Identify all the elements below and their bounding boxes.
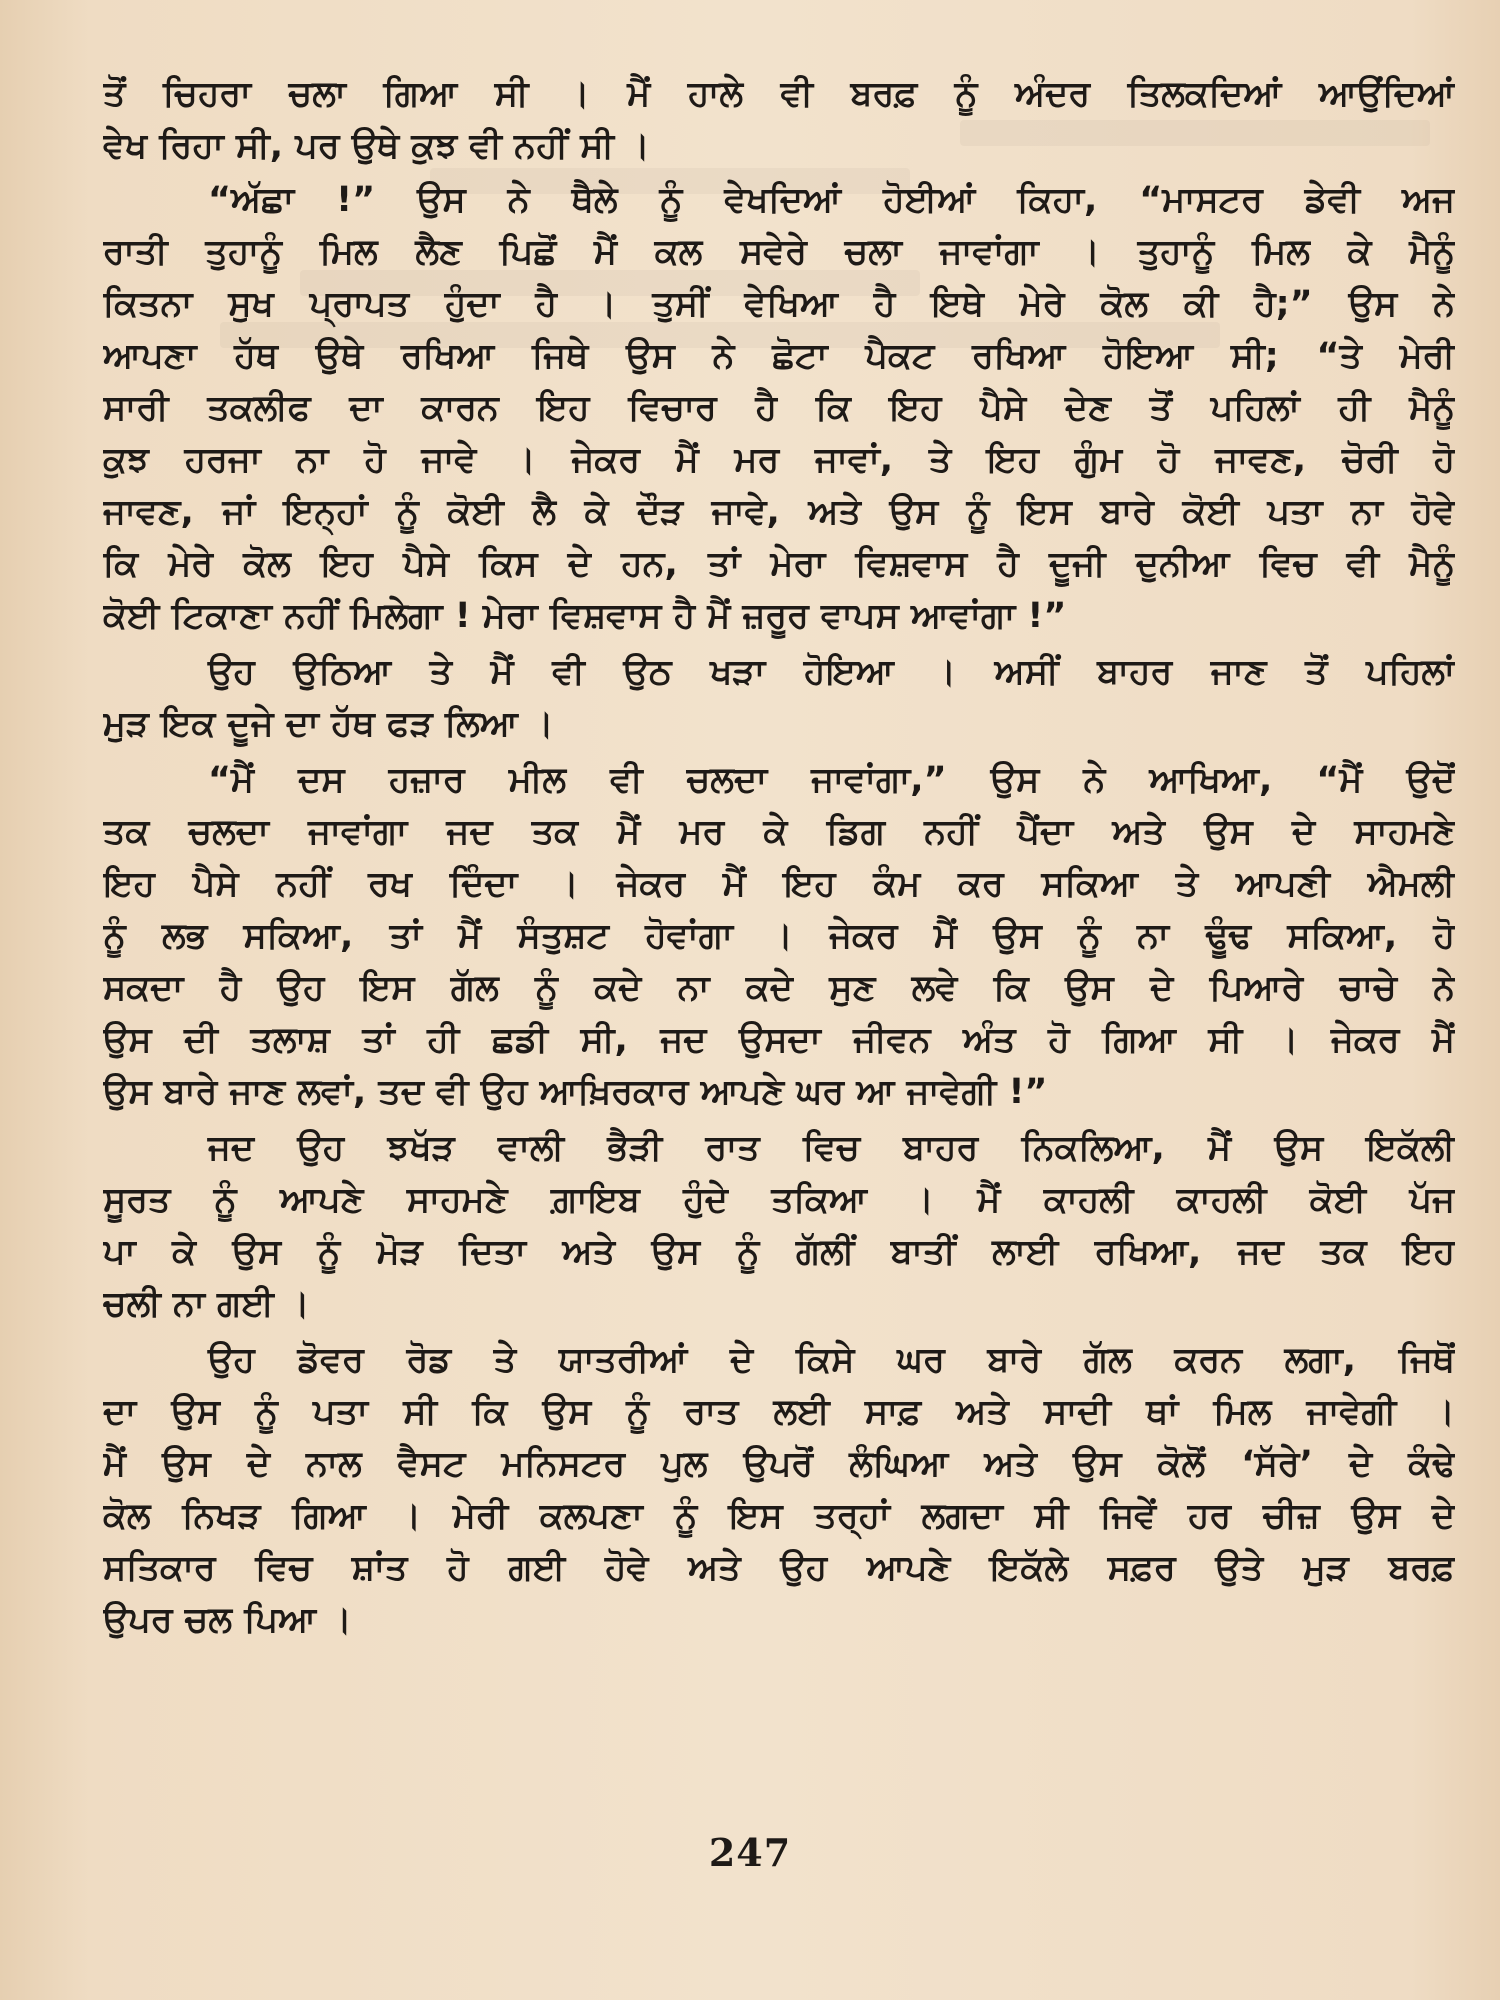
text-line: ਦਾ ਉਸ ਨੂੰ ਪਤਾ ਸੀ ਕਿ ਉਸ ਨੂੰ ਰਾਤ ਲਈ ਸਾਫ਼ ਅਤੇ ਸਾਦੀ ਥਾਂ ਮਿਲ ਜਾਵੇਗੀ । [103,1392,1455,1432]
text-line: ਇਹ ਪੈਸੇ ਨਹੀਂ ਰਖ ਦਿੰਦਾ । ਜੇਕਰ ਮੈਂ ਇਹ ਕੰਮ ਕਰ ਸਕਿਆ ਤੇ ਆਪਣੀ ਐਮਲੀ [103,864,1455,904]
text-line: ਕਿ ਮੇਰੇ ਕੋਲ ਇਹ ਪੈਸੇ ਕਿਸ ਦੇ ਹਨ, ਤਾਂ ਮੇਰਾ ਵਿਸ਼ਵਾਸ ਹੈ ਦੂਜੀ ਦੁਨੀਆ ਵਿਚ ਵੀ ਮੈਨੂੰ [103,544,1455,584]
text-line: ਉਹ ਉਠਿਆ ਤੇ ਮੈਂ ਵੀ ਉਠ ਖੜਾ ਹੋਇਆ । ਅਸੀਂ ਬਾਹਰ ਜਾਣ ਤੋਂ ਪਹਿਲਾਂ [208,652,1455,692]
text-line: ਕਿਤਨਾ ਸੁਖ ਪ੍ਰਾਪਤ ਹੁੰਦਾ ਹੈ । ਤੁਸੀਂ ਵੇਖਿਆ ਹੈ ਇਥੇ ਮੇਰੇ ਕੋਲ ਕੀ ਹੈ;” ਉਸ ਨੇ [103,284,1455,324]
text-line: ਉਪਰ ਚਲ ਪਿਆ । [103,1600,352,1640]
text-line: ਕੁਝ ਹਰਜਾ ਨਾ ਹੋ ਜਾਵੇ । ਜੇਕਰ ਮੈਂ ਮਰ ਜਾਵਾਂ, ਤੇ ਇਹ ਗੁੰਮ ਹੋ ਜਾਵਣ, ਚੋਰੀ ਹੋ [103,440,1455,480]
text-line: ਵੇਖ ਰਿਹਾ ਸੀ, ਪਰ ਉਥੇ ਕੁਝ ਵੀ ਨਹੀਂ ਸੀ । [103,126,650,166]
text-line: ਚਲੀ ਨਾ ਗਈ । [103,1284,310,1324]
text-line: ਮੈਂ ਉਸ ਦੇ ਨਾਲ ਵੈਸਟ ਮਨਿਸਟਰ ਪੁਲ ਉਪਰੋਂ ਲੰਘਿਆ ਅਤੇ ਉਸ ਕੋਲੋਂ ‘ਸੱਰੇ’ ਦੇ ਕੰਢੇ [103,1444,1455,1484]
text-line: ਕੋਲ ਨਿਖੜ ਗਿਆ । ਮੇਰੀ ਕਲਪਣਾ ਨੂੰ ਇਸ ਤਰ੍ਹਾਂ ਲਗਦਾ ਸੀ ਜਿਵੇਂ ਹਰ ਚੀਜ਼ ਉਸ ਦੇ [103,1496,1455,1536]
text-line: ਆਪਣਾ ਹੱਥ ਉਥੇ ਰਖਿਆ ਜਿਥੇ ਉਸ ਨੇ ਛੋਟਾ ਪੈਕਟ ਰਖਿਆ ਹੋਇਆ ਸੀ; “ਤੇ ਮੇਰੀ [103,336,1455,376]
text-line: ਸਾਰੀ ਤਕਲੀਫ ਦਾ ਕਾਰਨ ਇਹ ਵਿਚਾਰ ਹੈ ਕਿ ਇਹ ਪੈਸੇ ਦੇਣ ਤੋਂ ਪਹਿਲਾਂ ਹੀ ਮੈਨੂੰ [103,388,1455,428]
text-line: ਜਾਵਣ, ਜਾਂ ਇਨ੍ਹਾਂ ਨੂੰ ਕੋਈ ਲੈ ਕੇ ਦੌੜ ਜਾਵੇ, ਅਤੇ ਉਸ ਨੂੰ ਇਸ ਬਾਰੇ ਕੋਈ ਪਤਾ ਨਾ ਹੋਵੇ [103,492,1455,532]
text-line: ਰਾਤੀ ਤੁਹਾਨੂੰ ਮਿਲ ਲੈਣ ਪਿਛੋਂ ਮੈਂ ਕਲ ਸਵੇਰੇ ਚਲਾ ਜਾਵਾਂਗਾ । ਤੁਹਾਨੂੰ ਮਿਲ ਕੇ ਮੈਨੂੰ [103,232,1455,272]
text-line: ਸਕਦਾ ਹੈ ਉਹ ਇਸ ਗੱਲ ਨੂੰ ਕਦੇ ਨਾ ਕਦੇ ਸੁਣ ਲਵੇ ਕਿ ਉਸ ਦੇ ਪਿਆਰੇ ਚਾਚੇ ਨੇ [103,968,1455,1008]
text-line: ਮੁੜ ਇਕ ਦੂਜੇ ਦਾ ਹੱਥ ਫੜ ਲਿਆ । [103,704,554,744]
text-line: ਪਾ ਕੇ ਉਸ ਨੂੰ ਮੋੜ ਦਿਤਾ ਅਤੇ ਉਸ ਨੂੰ ਗੱਲੀਂ ਬਾਤੀਂ ਲਾਈ ਰਖਿਆ, ਜਦ ਤਕ ਇਹ [103,1232,1455,1272]
text-line: ਕੋਈ ਟਿਕਾਣਾ ਨਹੀਂ ਮਿਲੇਗਾ ! ਮੇਰਾ ਵਿਸ਼ਵਾਸ ਹੈ ਮੈਂ ਜ਼ਰੂਰ ਵਾਪਸ ਆਵਾਂਗਾ !” [103,596,1067,636]
page-number: 247 [708,1830,792,1875]
text-line: ਨੂੰ ਲਭ ਸਕਿਆ, ਤਾਂ ਮੈਂ ਸੰਤੁਸ਼ਟ ਹੋਵਾਂਗਾ । ਜੇਕਰ ਮੈਂ ਉਸ ਨੂੰ ਨਾ ਢੂੰਢ ਸਕਿਆ, ਹੋ [103,916,1455,956]
text-line: “ਅੱਛਾ !” ਉਸ ਨੇ ਥੈਲੇ ਨੂੰ ਵੇਖਦਿਆਂ ਹੋਈਆਂ ਕਿਹਾ, “ਮਾਸਟਰ ਡੇਵੀ ਅਜ [208,180,1455,220]
text-line: ਉਸ ਦੀ ਤਲਾਸ਼ ਤਾਂ ਹੀ ਛਡੀ ਸੀ, ਜਦ ਉਸਦਾ ਜੀਵਨ ਅੰਤ ਹੋ ਗਿਆ ਸੀ । ਜੇਕਰ ਮੈਂ [103,1020,1455,1060]
text-line: ਤੋਂ ਚਿਹਰਾ ਚਲਾ ਗਿਆ ਸੀ । ਮੈਂ ਹਾਲੇ ਵੀ ਬਰਫ਼ ਨੂੰ ਅੰਦਰ ਤਿਲਕਦਿਆਂ ਆਉਂਦਿਆਂ [103,74,1455,114]
text-line: ਸਤਿਕਾਰ ਵਿਚ ਸ਼ਾਂਤ ਹੋ ਗਈ ਹੋਵੇ ਅਤੇ ਉਹ ਆਪਣੇ ਇਕੱਲੇ ਸਫ਼ਰ ਉਤੇ ਮੁੜ ਬਰਫ਼ [103,1548,1455,1588]
text-line: “ਮੈਂ ਦਸ ਹਜ਼ਾਰ ਮੀਲ ਵੀ ਚਲਦਾ ਜਾਵਾਂਗਾ,” ਉਸ ਨੇ ਆਖਿਆ, “ਮੈਂ ਉਦੋਂ [208,760,1455,800]
text-line: ਉਸ ਬਾਰੇ ਜਾਣ ਲਵਾਂ, ਤਦ ਵੀ ਉਹ ਆਖ਼ਿਰਕਾਰ ਆਪਣੇ ਘਰ ਆ ਜਾਵੇਗੀ !” [103,1072,1048,1112]
text-line: ਜਦ ਉਹ ਝਖੱੜ ਵਾਲੀ ਭੈੜੀ ਰਾਤ ਵਿਚ ਬਾਹਰ ਨਿਕਲਿਆ, ਮੈਂ ਉਸ ਇਕੱਲੀ [208,1128,1455,1168]
text-line: ਤਕ ਚਲਦਾ ਜਾਵਾਂਗਾ ਜਦ ਤਕ ਮੈਂ ਮਰ ਕੇ ਡਿਗ ਨਹੀਂ ਪੈਂਦਾ ਅਤੇ ਉਸ ਦੇ ਸਾਹਮਣੇ [103,812,1455,852]
text-line: ਸੂਰਤ ਨੂੰ ਆਪਣੇ ਸਾਹਮਣੇ ਗ਼ਾਇਬ ਹੁੰਦੇ ਤਕਿਆ । ਮੈਂ ਕਾਹਲੀ ਕਾਹਲੀ ਕੋਈ ਪੱਜ [103,1180,1455,1220]
text-line: ਉਹ ਡੋਵਰ ਰੋਡ ਤੇ ਯਾਤਰੀਆਂ ਦੇ ਕਿਸੇ ਘਰ ਬਾਰੇ ਗੱਲ ਕਰਨ ਲਗਾ, ਜਿਥੋਂ [208,1340,1455,1380]
